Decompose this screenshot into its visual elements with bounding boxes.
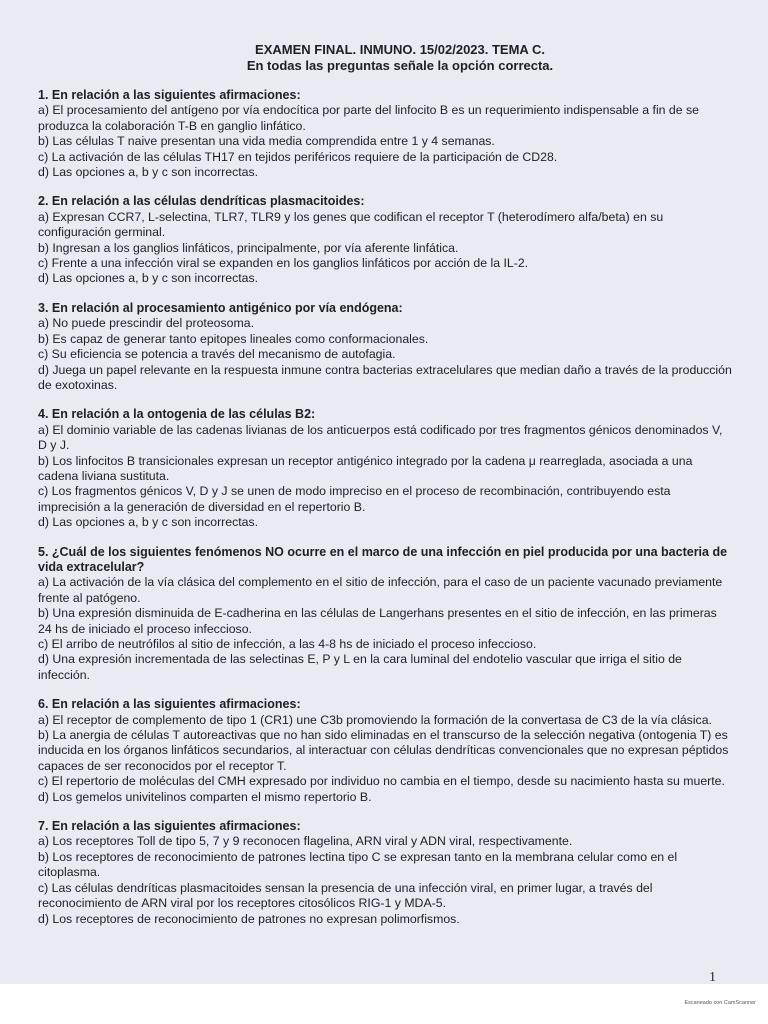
question-4 bbox=[38, 407, 732, 530]
answer-option: d) Una expresión incrementada de las selectinas E, P y L en la cara luminal del endotelio vascular que irriga el sitio de infección. bbox=[38, 652, 682, 682]
question-6 bbox=[38, 697, 732, 805]
answer-option: d) Los receptores de reconocimiento de patrones no expresan polimorfismos. bbox=[38, 911, 460, 926]
answer-option: c) Su eficiencia se potencia a través del mecanismo de autofagia. bbox=[38, 347, 396, 362]
exam-header bbox=[68, 42, 732, 74]
exam-instructions: En todas las preguntas señale la opción correcta. bbox=[246, 58, 554, 73]
answer-option: a) El dominio variable de las cadenas livianas de los anticuerpos está codificado por tres fragmentos génicos denominados V, D y J. bbox=[38, 422, 723, 453]
answer-option: c) La activación de las células TH17 en tejidos periféricos requiere de la participación de CD28. bbox=[38, 149, 558, 164]
question-title: 3. En relación al procesamiento antigénico por vía endógena: bbox=[38, 300, 403, 315]
question-title: 7. En relación a las siguientes afirmaciones: bbox=[38, 819, 301, 834]
exam-title: EXAMEN FINAL. INMUNO. 15/02/2023. TEMA C. bbox=[255, 42, 545, 57]
question-7 bbox=[38, 819, 732, 927]
answer-option: b) Las células T naive presentan una vida media comprendida entre 1 y 4 semanas. bbox=[38, 134, 495, 149]
answer-option: d) Los gemelos univitelinos comparten el mismo repertorio B. bbox=[38, 789, 372, 804]
answer-option: b) Una expresión disminuida de E-cadherina en las células de Langerhans presentes en el sitio de infección, en las primeras 24 hs de iniciado el proceso infeccioso. bbox=[38, 606, 717, 636]
question-list bbox=[38, 88, 732, 927]
answer-option: b) Los linfocitos B transicionales expresan un receptor antigénico integrado por la cadena μ rearreglada, asociada a una cadena liviana sustituta. bbox=[38, 453, 693, 483]
question-1 bbox=[38, 88, 732, 180]
page-number: 1 bbox=[709, 970, 716, 985]
answer-option: c) Las células dendríticas plasmacitoides sensan la presencia de una infección viral, en primer lugar, a través del reconocimiento de ARN viral por los receptores citosólicos RIG-1 y MDA-5. bbox=[38, 880, 653, 911]
answer-option: c) El repertorio de moléculas del CMH expresado por individuo no cambia en el tiempo, desde su nacimiento hasta su muerte. bbox=[38, 774, 725, 789]
answer-option: d) Las opciones a, b y c son incorrectas. bbox=[38, 165, 259, 180]
answer-option: d) Las opciones a, b y c son incorrectas. bbox=[38, 271, 259, 286]
question-3 bbox=[38, 301, 732, 393]
answer-option: a) Expresan CCR7, L-selectina, TLR7, TLR9 y los genes que codifican el receptor T (heterodímero alfa/beta) en su configuración germinal. bbox=[38, 209, 664, 240]
question-title: 1. En relación a las siguientes afirmaciones: bbox=[38, 88, 301, 102]
answer-option: c) El arribo de neutrófilos al sitio de infección, a las 4-8 hs de iniciado el proceso infeccioso. bbox=[38, 637, 537, 651]
question-title: 5. ¿Cuál de los siguientes fenómenos NO ocurre en el marco de una infección en piel producida por una bacteria de vida extracelular? bbox=[38, 544, 728, 574]
question-title: 2. En relación a las células dendríticas plasmacitoides: bbox=[38, 194, 365, 209]
answer-option: a) El procesamiento del antígeno por vía endocítica por parte del linfocito B es un requerimiento indispensable a fin de se produzca la colaboración T-B en ganglio linfático. bbox=[38, 103, 700, 133]
answer-option: a) La activación de la vía clásica del complemento en el sitio de infección, para el caso de un paciente vacunado previamente frente al patógeno. bbox=[38, 575, 723, 605]
answer-option: b) La anergia de células T autoreactivas que no han sido eliminadas en el transcurso de la selección negativa (ontogenia T) es inducida en los órganos linfáticos secundarios, al interactuar con células dendríticas convencionales que no expresan péptidos capaces de ser reconocidos por el receptor T. bbox=[38, 728, 729, 773]
answer-option: c) Frente a una infección viral se expanden en los ganglios linfáticos por acción de la IL-2. bbox=[38, 256, 529, 271]
answer-option: d) Juega un papel relevante en la respuesta inmune contra bacterias extracelulares que median daño a través de la producción de exotoxinas. bbox=[38, 362, 732, 392]
answer-option: b) Ingresan a los ganglios linfáticos, principalmente, por vía aferente linfática. bbox=[38, 240, 459, 255]
answer-option: c) Los fragmentos génicos V, D y J se unen de modo impreciso en el proceso de recombinación, contribuyendo esta imprecisión a la generación de diversidad en el repertorio B. bbox=[38, 484, 671, 514]
exam-content bbox=[38, 42, 732, 927]
answer-option: a) No puede prescindir del proteosoma. bbox=[38, 316, 255, 331]
answer-option: d) Las opciones a, b y c son incorrectas. bbox=[38, 515, 259, 530]
answer-option: b) Los receptores de reconocimiento de patrones lectina tipo C se expresan tanto en la membrana celular como en el citoplasma. bbox=[38, 849, 678, 880]
answer-option: a) Los receptores Toll de tipo 5, 7 y 9 reconocen flagelina, ARN viral y ADN viral, respectivamente. bbox=[38, 834, 573, 849]
answer-option: a) El receptor de complemento de tipo 1 (CR1) une C3b promoviendo la formación de la convertasa de C3 de la vía clásica. bbox=[38, 712, 712, 727]
question-title: 6. En relación a las siguientes afirmaciones: bbox=[38, 697, 301, 712]
scanner-watermark: Escaneado con CamScanner bbox=[684, 1000, 756, 1006]
answer-option: b) Es capaz de generar tanto epitopes lineales como conformacionales. bbox=[38, 331, 429, 346]
question-2 bbox=[38, 194, 732, 286]
question-5 bbox=[38, 545, 732, 684]
question-title: 4. En relación a la ontogenia de las células B2: bbox=[38, 407, 316, 422]
